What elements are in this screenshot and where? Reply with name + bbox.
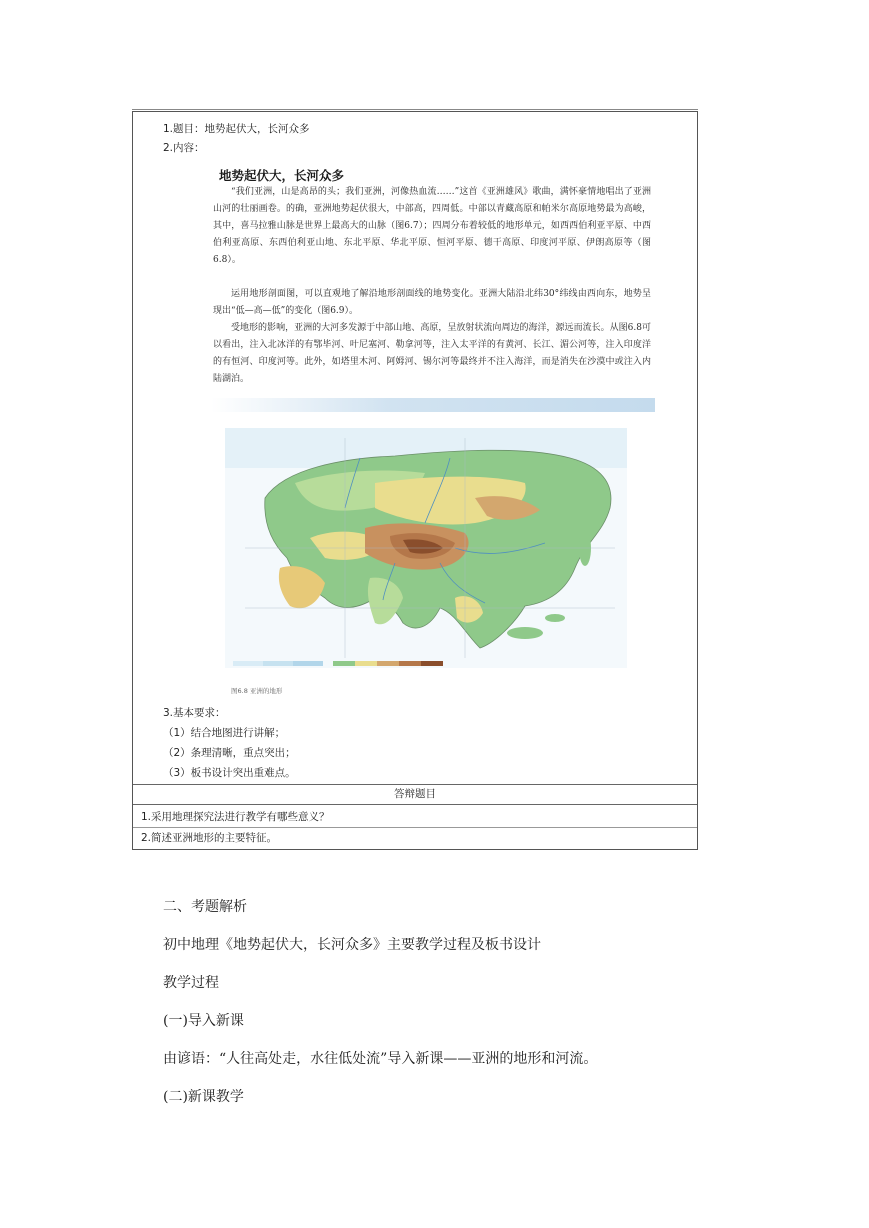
excerpt-highlight-band (211, 398, 655, 412)
map-caption: 图6.8 亚洲的地形 (231, 687, 283, 695)
step-2-heading: (二)新课教学 (163, 1089, 244, 1105)
row-divider (133, 827, 697, 828)
excerpt-title: 地势起伏大，长河众多 (219, 168, 345, 183)
requirement-3: （3）板书设计突出重难点。 (163, 767, 296, 779)
question-title: 1.题目：地势起伏大，长河众多 (163, 123, 310, 135)
excerpt-paragraph-3: 受地形的影响，亚洲的大河多发源于中部山地、高原，呈放射状流向周边的海洋，源远而流长。从图6.8可以看出，注入北冰洋的有鄂毕河、叶尼塞河、勒拿河等，注入太平洋的有黄河、长江、湄公河等，注入印度洋的有恒河、印度河等。此外，如塔里木河、阿姆河、锡尔河等最终并不注入海洋，而是消失在沙漠中或注入内陆湖泊。 (213, 323, 651, 384)
defense-questions-header: 答辩题目 (133, 784, 697, 805)
defense-question-2: 2.简述亚洲地形的主要特征。 (141, 832, 278, 844)
excerpt-paragraph-2: 运用地形剖面图，可以直观地了解沿地形剖面线的地势变化。亚洲大陆沿北纬30°纬线由西向东，地势呈现出“低—高—低”的变化（图6.9）。 (213, 289, 651, 316)
section-heading: 二、考题解析 (163, 899, 247, 915)
map-legend (233, 655, 483, 677)
step-1-heading: (一)导入新课 (163, 1013, 244, 1029)
requirement-2: （2）条理清晰，重点突出； (163, 747, 296, 759)
analysis-title: 初中地理《地势起伏大，长河众多》主要教学过程及板书设计 (163, 937, 541, 953)
asia-terrain-map (225, 428, 627, 668)
textbook-excerpt (213, 164, 651, 464)
excerpt-paragraph-1: “我们亚洲，山是高昂的头；我们亚洲，河像热血流……”这首《亚洲雄风》歌曲，满怀豪情地唱出了亚洲山河的壮丽画卷。的确，亚洲地势起伏很大，中部高，四周低。中部以青藏高原和帕米尔高原地势最为高峻，其中，喜马拉雅山脉是世界上最高大的山脉（图6.7）；四周分布着较低的地形单元，如西西伯利亚平原、中西伯利亚高原、东西伯利亚山地、东北平原、华北平原、恒河平原、德干高原、印度河平原、伊朗高原等（图6.8）。 (213, 187, 651, 265)
defense-question-1: 1.采用地理探究法进行教学有哪些意义？ (141, 811, 330, 823)
exam-question-table (132, 111, 698, 850)
teaching-process-label: 教学过程 (163, 975, 219, 991)
requirements-title: 3.基本要求： (163, 707, 226, 719)
question-content-label: 2.内容： (163, 142, 205, 154)
step-1-content: 由谚语：“人往高处走，水往低处流”导入新课——亚洲的地形和河流。 (163, 1051, 598, 1067)
requirement-1: （1）结合地图进行讲解； (163, 727, 286, 739)
